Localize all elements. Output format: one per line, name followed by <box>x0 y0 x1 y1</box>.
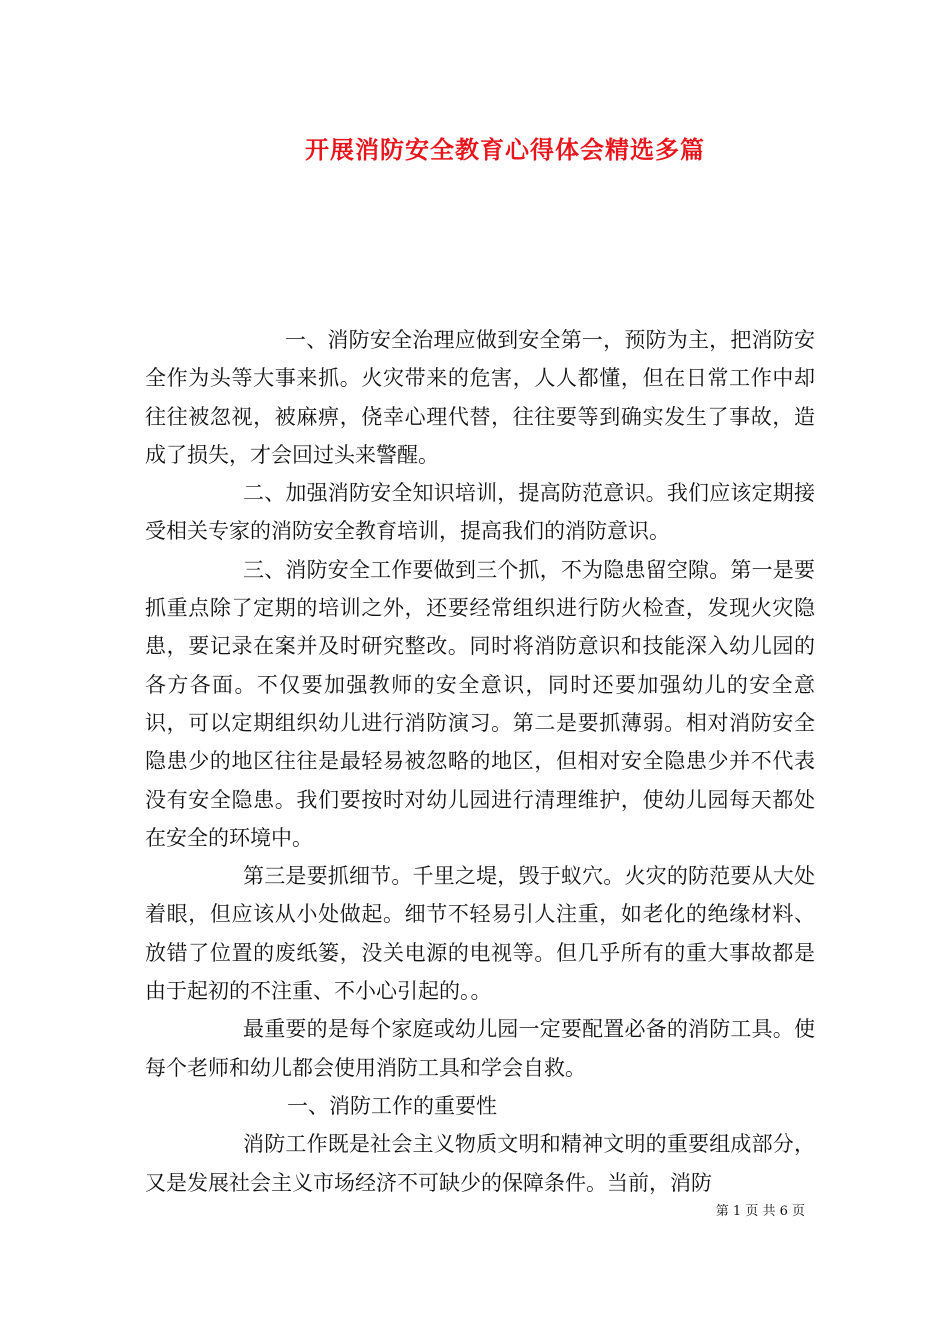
paragraph-4: 第三是要抓细节。千里之堤，毁于蚁穴。火灾的防范要从大处着眼，但应该从小处做起。细节不轻易引人注重，如老化的绝缘材料、放错了位置的废纸篓，没关电源的电视等。但几乎所有的重大事故都是由于起初的不注重、不小心引起的。。 <box>145 864 815 1004</box>
page-number-footer: 第 1 页 共 6 页 <box>715 1204 805 1219</box>
paragraph-2: 二、加强消防安全知识培训，提高防范意识。我们应该定期接受相关专家的消防安全教育培训，提高我们的消防意识。 <box>145 481 815 544</box>
paragraph-5: 最重要的是每个家庭或幼儿园一定要配置必备的消防工具。使每个老师和幼儿都会使用消防工具和学会自救。 <box>145 1017 815 1080</box>
document-title: 开展消防安全教育心得体会精选多篇 <box>305 135 705 164</box>
section-heading: 一、消防工作的重要性 <box>287 1093 497 1118</box>
paragraph-1: 一、消防安全治理应做到安全第一，预防为主，把消防安全作为头等大事来抓。火灾带来的危害，人人都懂，但在日常工作中却往往被忽视，被麻痹，侥幸心理代替，往往要等到确实发生了事故，造成了损失，才会回过头来警醒。 <box>145 328 815 467</box>
document-body <box>145 321 815 1202</box>
paragraph-6: 消防工作既是社会主义物质文明和精神文明的重要组成部分，又是发展社会主义市场经济不可缺少的保障条件。当前，消防 <box>145 1132 815 1195</box>
paragraph-3: 三、消防安全工作要做到三个抓，不为隐患留空隙。第一是要抓重点除了定期的培训之外，还要经常组织进行防火检查，发现火灾隐患，要记录在案并及时研究整改。同时将消防意识和技能深入幼儿园的各方各面。不仅要加强教师的安全意识，同时还要加强幼儿的安全意识，可以定期组织幼儿进行消防演习。第二是要抓薄弱。相对消防安全隐患少的地区往往是最轻易被忽略的地区，但相对安全隐患少并不代表没有安全隐患。我们要按时对幼儿园进行清理维护，使幼儿园每天都处在安全的环境中。 <box>145 557 815 850</box>
